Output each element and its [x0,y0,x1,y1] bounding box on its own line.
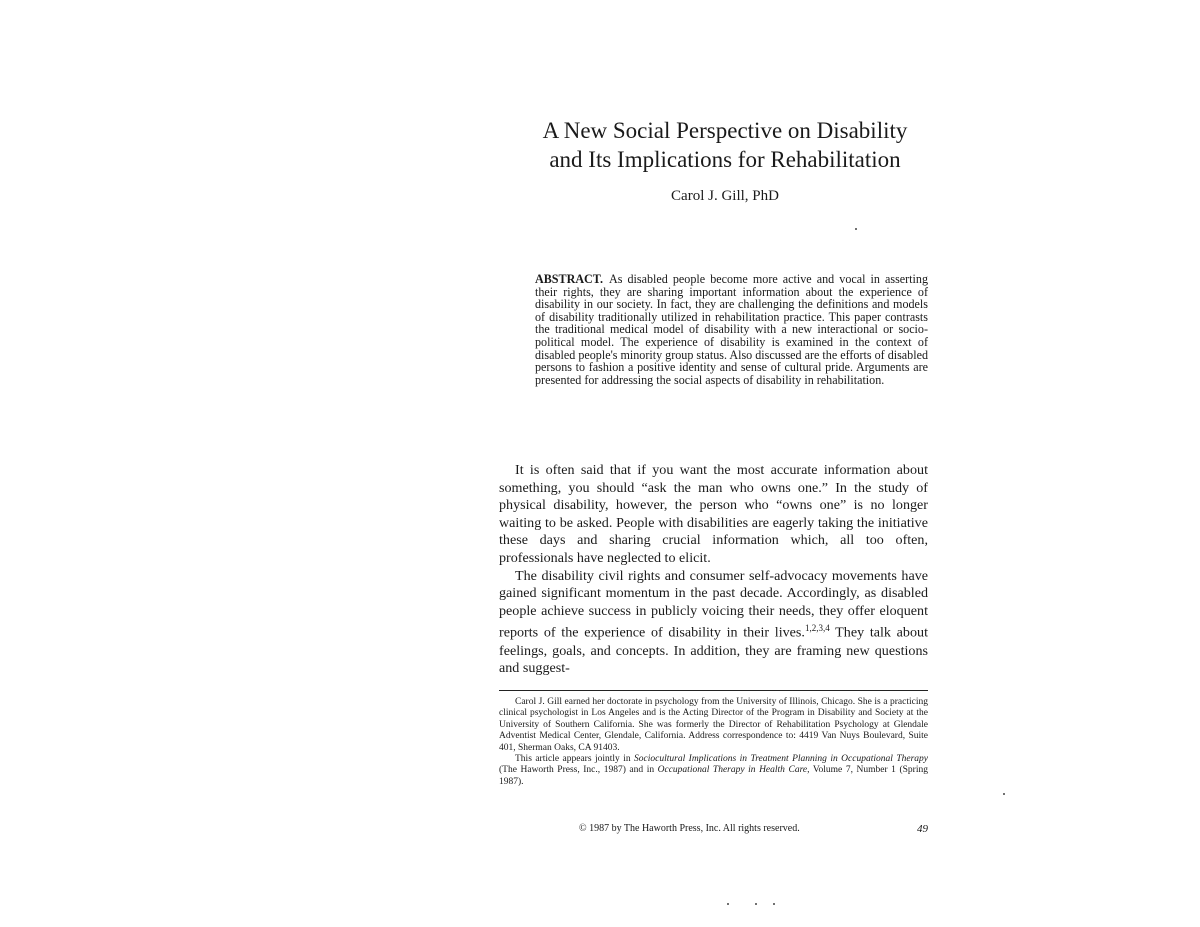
scan-speck [727,903,729,905]
author-footnote: Carol J. Gill earned her doctorate in psychology from the University of Illinois, Chicago. She is a practicing clinical psychologist in Los Angeles and is the Acting Director of the Program in Disability and Society at the University of Southern California. She was formerly the Director of Rehabilitation Psychology at Glendale Adventist Medical Center, Glendale, California. Address correspondence to: 4419 Van Nuys Boulevard, Suite 401, Sherman Oaks, CA 91403. [499,697,928,753]
publication-footnote [499,754,928,788]
copyright-notice: © 1987 by The Haworth Press, Inc. All rights reserved. [579,823,800,834]
body-paragraph: It is often said that if you want the most accurate information about something, you should “ask the man who owns one.” In the study of physical disability, however, the person who “owns one” is no longer waiting to be asked. People with disabilities are eagerly taking the initiative these days and sharing crucial information which, all too often, professionals have neglected to elicit. [499,462,928,566]
book-title: Sociocultural Implications in Treatment Planning in Occupational Therapy [634,754,928,765]
paper-title [480,116,970,174]
title-line-2: and Its Implications for Rehabilitation [549,147,901,172]
scan-speck [855,228,857,230]
abstract-text: As disabled people become more active and vocal in asserting their rights, they are sharing important information about the experience of disability in our society. In fact, they are challenging the definitions and models of disability traditionally utilized in rehabilitation practice. This paper contrasts the traditional medical model of disability with a new interactional or socio-political model. The experience of disability is examined in the context of disabled people's minority group status. Also discussed are the efforts of disabled persons to fashion a positive identity and sense of cultural pride. Arguments are presented for addressing the social aspects of disability in rehabilitation. [535,272,928,387]
footnote-divider [499,690,928,691]
abstract-label: ABSTRACT. [535,272,603,286]
body-text [499,462,928,678]
page-number: 49 [917,823,928,835]
body-paragraph [499,568,928,678]
body-paragraph-text: The disability civil rights and consumer self-advocacy movements have gained significant momentum in the past decade. Accordingly, as disabled people achieve success in publicly voicing their needs, they offer eloquent reports of the experience of disability in their lives. [499,567,928,642]
scan-speck [1003,793,1005,795]
footnote-text: This article appears jointly in [515,754,635,765]
footnotes [499,697,928,788]
author-name: Carol J. Gill, PhD [671,188,779,204]
abstract [535,273,928,386]
body-paragraph-text: They talk about feelings, goals, and concepts. In addition, they are framing new questions and suggest- [499,625,928,677]
reference-superscript: 1,2,3,4 [804,623,830,634]
scan-speck [773,903,775,905]
scan-speck [755,903,757,905]
footnote-text: (The Haworth Press, Inc., 1987) and in [499,765,658,776]
footnote-text: Volume 7, Number 1 (Spring 1987). [499,765,928,787]
title-line-1: A New Social Perspective on Disability [542,118,908,143]
journal-title: Occupational Therapy in Health Care, [657,765,810,776]
